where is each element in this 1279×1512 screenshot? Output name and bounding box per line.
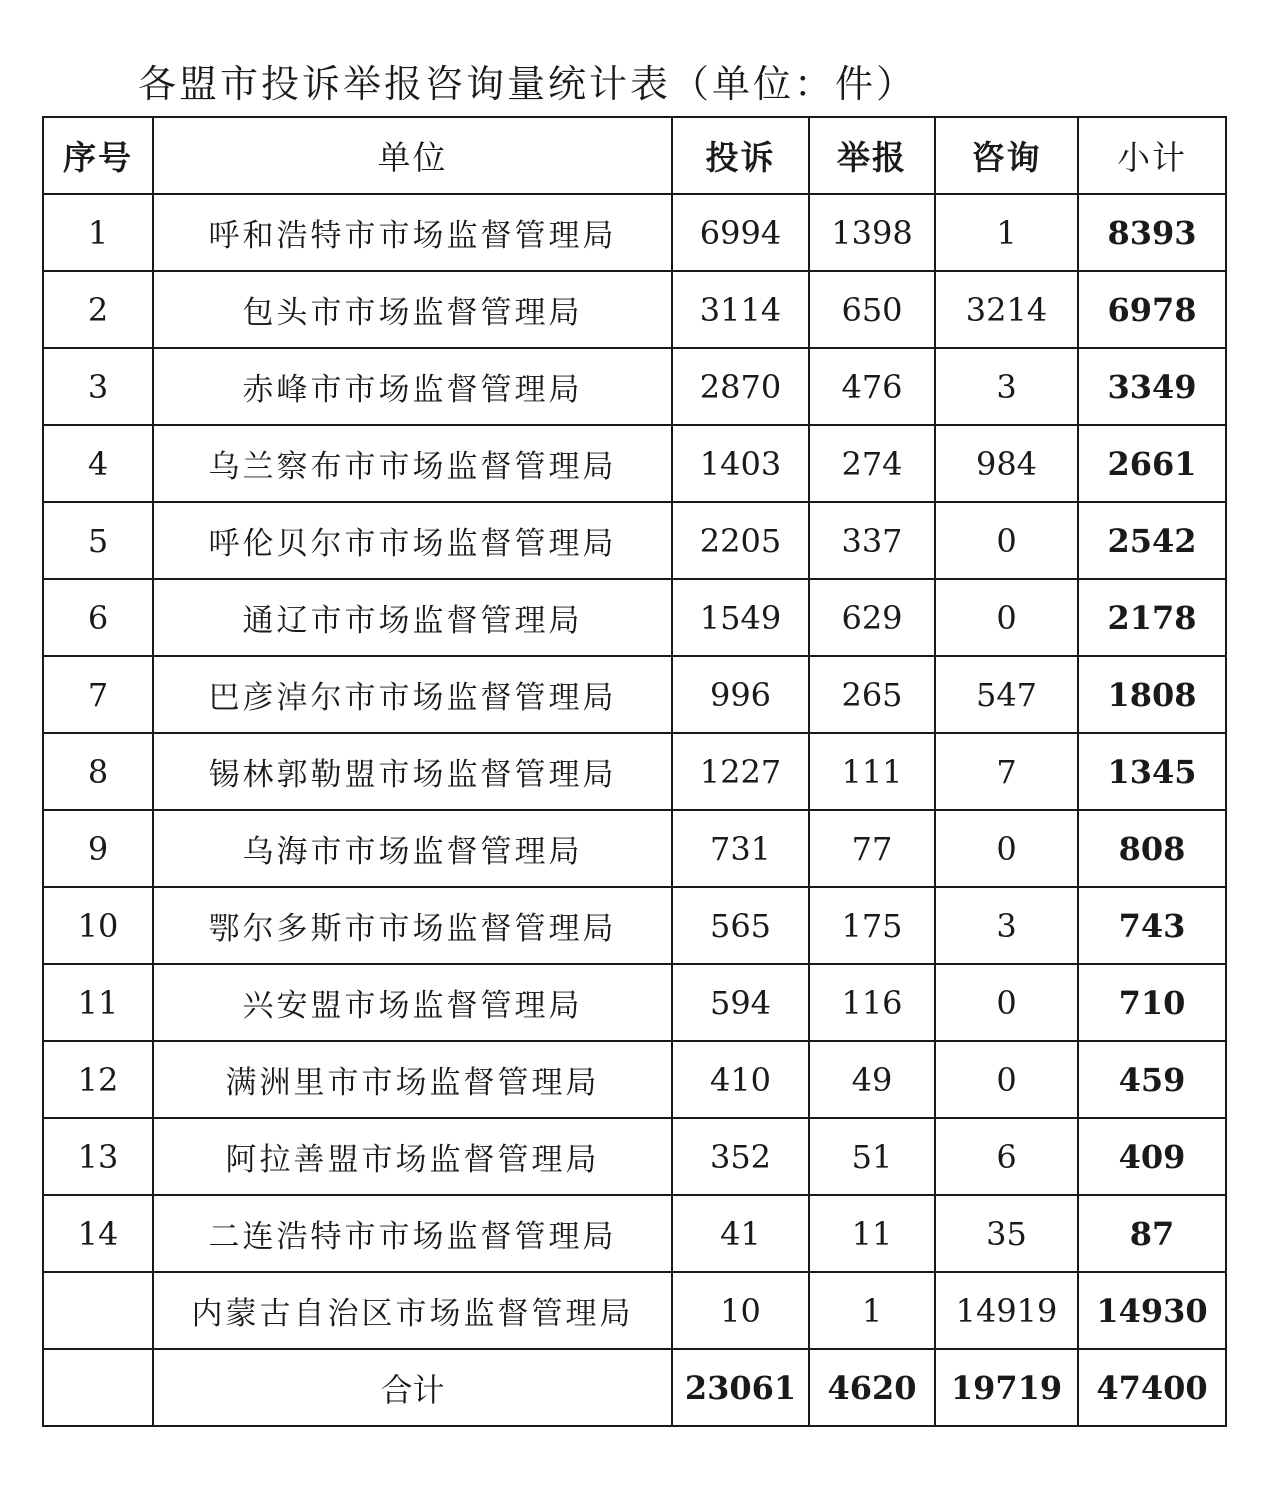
row-subtotal: 743: [1078, 887, 1226, 964]
row-complaint: 1403: [672, 425, 809, 502]
total-complaint: 23061: [672, 1349, 809, 1426]
row-unit: 巴彦淖尔市市场监督管理局: [153, 656, 672, 733]
row-unit: 包头市市场监督管理局: [153, 271, 672, 348]
table-row: [43, 810, 1226, 887]
row-unit: 赤峰市市场监督管理局: [153, 348, 672, 425]
row-complaint: 1227: [672, 733, 809, 810]
row-complaint: 996: [672, 656, 809, 733]
row-index: 7: [43, 656, 153, 733]
row-index: 5: [43, 502, 153, 579]
row-consult: 3214: [935, 271, 1078, 348]
row-index: 12: [43, 1041, 153, 1118]
row-index: 4: [43, 425, 153, 502]
row-consult: 35: [935, 1195, 1078, 1272]
row-report: 77: [809, 810, 935, 887]
row-complaint: 3114: [672, 271, 809, 348]
row-index: 1: [43, 194, 153, 271]
row-consult: 6: [935, 1118, 1078, 1195]
row-subtotal: 87: [1078, 1195, 1226, 1272]
row-index: 10: [43, 887, 153, 964]
total-consult: 19719: [935, 1349, 1078, 1426]
row-consult: 3: [935, 887, 1078, 964]
row-report: 51: [809, 1118, 935, 1195]
row-report: 265: [809, 656, 935, 733]
row-complaint: 410: [672, 1041, 809, 1118]
row-consult: 0: [935, 579, 1078, 656]
row-index: 6: [43, 579, 153, 656]
row-index: 9: [43, 810, 153, 887]
header-consult: 咨询: [935, 117, 1078, 194]
table-row: [43, 1041, 1226, 1118]
row-unit: 满洲里市市场监督管理局: [153, 1041, 672, 1118]
row-complaint: 731: [672, 810, 809, 887]
table-row: [43, 1195, 1226, 1272]
row-report: 1: [809, 1272, 935, 1349]
table-header-row: [43, 117, 1226, 194]
row-subtotal: 2661: [1078, 425, 1226, 502]
row-report: 11: [809, 1195, 935, 1272]
row-consult: 0: [935, 502, 1078, 579]
table-row: [43, 579, 1226, 656]
table-row: [43, 733, 1226, 810]
document-title: 各盟市投诉举报咨询量统计表（单位：件）: [138, 62, 918, 106]
row-index: 13: [43, 1118, 153, 1195]
row-complaint: 41: [672, 1195, 809, 1272]
row-consult: 1: [935, 194, 1078, 271]
table-row: [43, 194, 1226, 271]
row-report: 650: [809, 271, 935, 348]
row-consult: 3: [935, 348, 1078, 425]
row-unit: 鄂尔多斯市市场监督管理局: [153, 887, 672, 964]
row-report: 476: [809, 348, 935, 425]
row-consult: 984: [935, 425, 1078, 502]
table-row: [43, 502, 1226, 579]
row-consult: 14919: [935, 1272, 1078, 1349]
row-unit: 内蒙古自治区市场监督管理局: [153, 1272, 672, 1349]
total-report: 4620: [809, 1349, 935, 1426]
row-unit: 呼伦贝尔市市场监督管理局: [153, 502, 672, 579]
row-subtotal: 710: [1078, 964, 1226, 1041]
row-unit: 阿拉善盟市场监督管理局: [153, 1118, 672, 1195]
row-subtotal: 8393: [1078, 194, 1226, 271]
table-row: [43, 1272, 1226, 1349]
row-subtotal: 2178: [1078, 579, 1226, 656]
row-subtotal: 6978: [1078, 271, 1226, 348]
row-complaint: 6994: [672, 194, 809, 271]
row-index: [43, 1272, 153, 1349]
row-unit: 二连浩特市市场监督管理局: [153, 1195, 672, 1272]
row-consult: 7: [935, 733, 1078, 810]
table-row: [43, 1118, 1226, 1195]
row-unit: 通辽市市场监督管理局: [153, 579, 672, 656]
row-report: 629: [809, 579, 935, 656]
row-index: 8: [43, 733, 153, 810]
row-report: 1398: [809, 194, 935, 271]
row-subtotal: 1808: [1078, 656, 1226, 733]
row-report: 49: [809, 1041, 935, 1118]
table-row: [43, 271, 1226, 348]
row-report: 116: [809, 964, 935, 1041]
row-complaint: 352: [672, 1118, 809, 1195]
row-consult: 0: [935, 964, 1078, 1041]
header-unit: 单位: [153, 117, 672, 194]
row-report: 175: [809, 887, 935, 964]
table-row: [43, 887, 1226, 964]
row-unit: 锡林郭勒盟市场监督管理局: [153, 733, 672, 810]
row-consult: 0: [935, 810, 1078, 887]
row-consult: 0: [935, 1041, 1078, 1118]
row-complaint: 2870: [672, 348, 809, 425]
row-subtotal: 808: [1078, 810, 1226, 887]
total-label: 合计: [153, 1349, 672, 1426]
row-report: 111: [809, 733, 935, 810]
row-subtotal: 3349: [1078, 348, 1226, 425]
row-complaint: 10: [672, 1272, 809, 1349]
row-unit: 呼和浩特市市场监督管理局: [153, 194, 672, 271]
header-report: 举报: [809, 117, 935, 194]
total-index: [43, 1349, 153, 1426]
row-subtotal: 1345: [1078, 733, 1226, 810]
statistics-table: [42, 116, 1227, 1427]
row-report: 337: [809, 502, 935, 579]
header-subtotal: 小计: [1078, 117, 1226, 194]
row-subtotal: 409: [1078, 1118, 1226, 1195]
row-unit: 乌海市市场监督管理局: [153, 810, 672, 887]
row-complaint: 594: [672, 964, 809, 1041]
table-row: [43, 425, 1226, 502]
row-unit: 乌兰察布市市场监督管理局: [153, 425, 672, 502]
row-index: 11: [43, 964, 153, 1041]
row-subtotal: 459: [1078, 1041, 1226, 1118]
row-unit: 兴安盟市场监督管理局: [153, 964, 672, 1041]
table-row: [43, 964, 1226, 1041]
row-index: 3: [43, 348, 153, 425]
table-row: [43, 348, 1226, 425]
row-report: 274: [809, 425, 935, 502]
total-subtotal: 47400: [1078, 1349, 1226, 1426]
row-complaint: 2205: [672, 502, 809, 579]
row-index: 2: [43, 271, 153, 348]
total-row: [43, 1349, 1226, 1426]
row-complaint: 1549: [672, 579, 809, 656]
row-subtotal: 2542: [1078, 502, 1226, 579]
row-consult: 547: [935, 656, 1078, 733]
header-index: 序号: [43, 117, 153, 194]
table-row: [43, 656, 1226, 733]
row-complaint: 565: [672, 887, 809, 964]
row-subtotal: 14930: [1078, 1272, 1226, 1349]
row-index: 14: [43, 1195, 153, 1272]
header-complaint: 投诉: [672, 117, 809, 194]
